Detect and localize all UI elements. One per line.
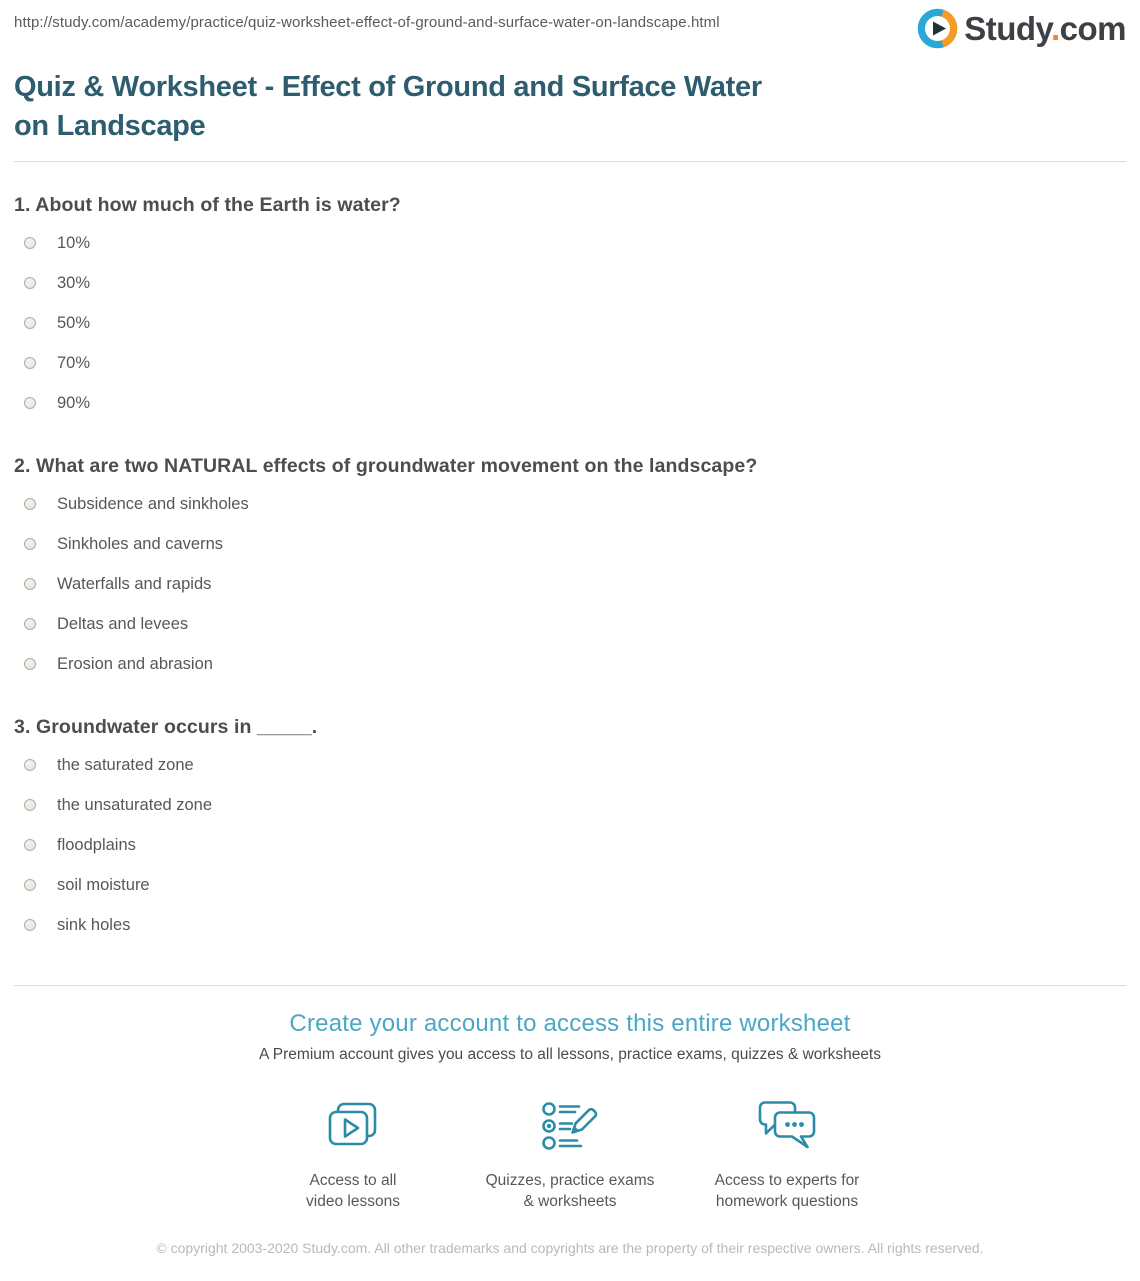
feature-label: Access to experts for homework questions xyxy=(714,1172,860,1210)
option-row[interactable] xyxy=(14,223,1126,263)
option-label: Sinkholes and caverns xyxy=(57,534,224,553)
radio-button[interactable] xyxy=(24,658,36,670)
radio-button[interactable] xyxy=(24,759,36,771)
option-row[interactable] xyxy=(14,524,1126,564)
option-row[interactable] xyxy=(14,905,1126,945)
question-3-heading: 3. Groundwater occurs in _____. xyxy=(14,716,318,738)
radio-button[interactable] xyxy=(24,919,36,931)
option-label: the saturated zone xyxy=(57,755,194,774)
option-label: 10% xyxy=(57,233,91,252)
signup-subheading: A Premium account gives you access to all lessons, practice exams, quizzes & worksheets xyxy=(259,1046,881,1063)
video-lessons-icon xyxy=(325,1096,381,1158)
radio-button[interactable] xyxy=(24,879,36,891)
radio-button[interactable] xyxy=(24,277,36,289)
quizzes-worksheets-icon xyxy=(539,1096,601,1158)
option-label: Subsidence and sinkholes xyxy=(57,494,249,513)
page-title xyxy=(14,68,1126,146)
radio-button[interactable] xyxy=(24,618,36,630)
radio-button[interactable] xyxy=(24,397,36,409)
question-1 xyxy=(14,194,1126,423)
page-title-line2: on Landscape xyxy=(14,110,206,142)
radio-button[interactable] xyxy=(24,498,36,510)
option-label: floodplains xyxy=(57,835,136,854)
option-row[interactable] xyxy=(14,604,1126,644)
option-label: 50% xyxy=(57,313,91,332)
page-header xyxy=(0,0,1140,58)
option-label: soil moisture xyxy=(57,875,150,894)
chat-experts-icon xyxy=(755,1096,819,1158)
logo-wordmark: Study.com xyxy=(964,9,1126,47)
question-1-heading: 1. About how much of the Earth is water? xyxy=(14,194,401,216)
option-row[interactable] xyxy=(14,825,1126,865)
radio-button[interactable] xyxy=(24,237,36,249)
radio-button[interactable] xyxy=(24,317,36,329)
radio-button[interactable] xyxy=(24,538,36,550)
play-circle-logo-icon xyxy=(917,8,958,49)
radio-button[interactable] xyxy=(24,578,36,590)
signup-heading: Create your account to access this entire worksheet xyxy=(289,1010,851,1037)
feature-label: Quizzes, practice exams & worksheets xyxy=(485,1172,655,1210)
question-2-options xyxy=(14,484,1126,684)
option-row[interactable] xyxy=(14,564,1126,604)
option-row[interactable] xyxy=(14,383,1126,423)
option-row[interactable] xyxy=(14,785,1126,825)
option-row[interactable] xyxy=(14,745,1126,785)
feature-label: Access to all video lessons xyxy=(306,1172,400,1210)
title-divider xyxy=(14,161,1126,162)
option-label: 30% xyxy=(57,273,91,292)
page-title-line1: Quiz & Worksheet - Effect of Ground and Surface Water xyxy=(14,71,762,103)
signup-banner xyxy=(0,986,1140,1212)
option-row[interactable] xyxy=(14,303,1126,343)
radio-button[interactable] xyxy=(24,839,36,851)
page-url: http://study.com/academy/practice/quiz-worksheet-effect-of-ground-and-surface-water-on-landscape.html xyxy=(14,14,720,31)
option-row[interactable] xyxy=(14,263,1126,303)
option-row[interactable] xyxy=(14,343,1126,383)
radio-button[interactable] xyxy=(24,357,36,369)
copyright-notice: © copyright 2003-2020 Study.com. All other trademarks and copyrights are the property of their respective owners. All rights reserved. xyxy=(156,1240,984,1256)
option-label: 90% xyxy=(57,393,91,412)
option-row[interactable] xyxy=(14,644,1126,684)
question-2 xyxy=(14,455,1126,684)
option-row[interactable] xyxy=(14,865,1126,905)
option-label: 70% xyxy=(57,353,91,372)
option-label: Deltas and levees xyxy=(57,614,189,633)
feature-quizzes-worksheets xyxy=(462,1096,679,1212)
option-row[interactable] xyxy=(14,484,1126,524)
option-label: Erosion and abrasion xyxy=(57,654,213,673)
radio-button[interactable] xyxy=(24,799,36,811)
feature-video-lessons xyxy=(245,1096,462,1212)
option-label: Waterfalls and rapids xyxy=(57,574,212,593)
question-2-heading: 2. What are two NATURAL effects of groundwater movement on the landscape? xyxy=(14,455,758,477)
option-label: the unsaturated zone xyxy=(57,795,213,814)
feature-list xyxy=(0,1096,1140,1212)
option-label: sink holes xyxy=(57,915,131,934)
feature-homework-experts xyxy=(679,1096,896,1212)
studycom-logo[interactable] xyxy=(917,8,1126,49)
question-1-options xyxy=(14,223,1126,423)
quiz-questions xyxy=(0,194,1140,945)
question-3 xyxy=(14,716,1126,945)
question-3-options xyxy=(14,745,1126,945)
